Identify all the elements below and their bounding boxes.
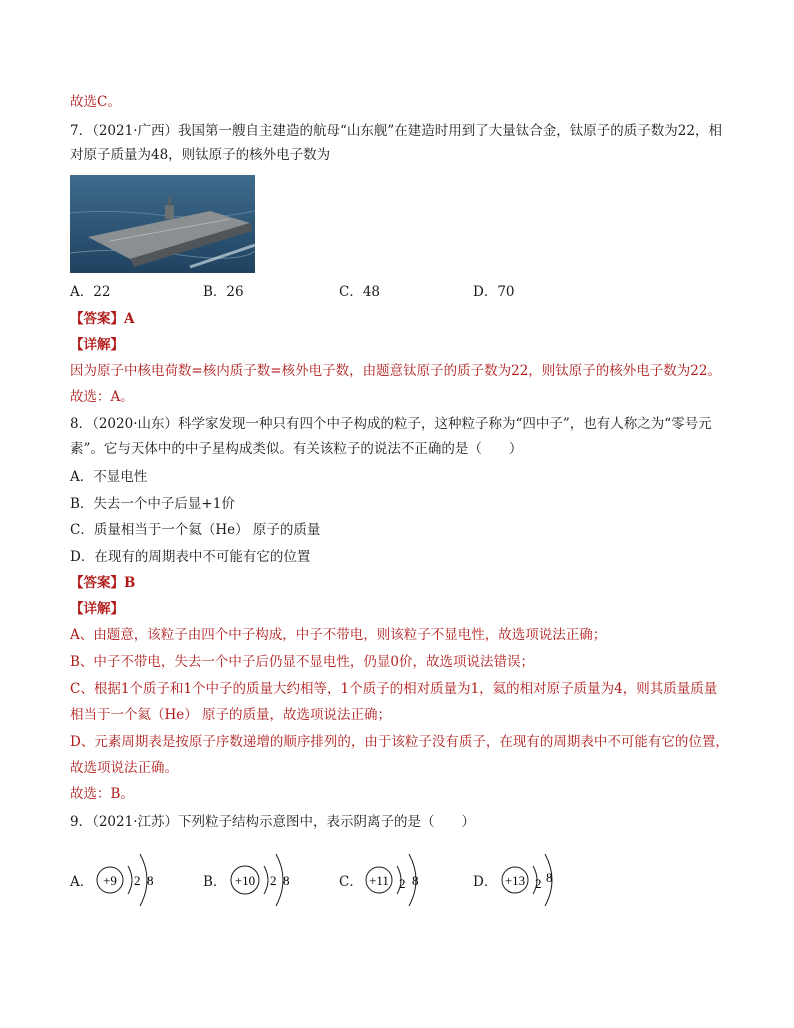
q9-b-nucleus: +10: [234, 873, 256, 888]
q8-conclusion: 故选：B。: [70, 786, 134, 802]
q9-d-nucleus: +13: [504, 873, 526, 888]
q9-c-nucleus: +11: [369, 873, 389, 888]
q9-option-d-label: D．: [473, 874, 498, 890]
q9-option-a-diagram: [70, 848, 180, 912]
q9-a-nucleus: +9: [103, 873, 117, 888]
q9-option-d-diagram: [473, 848, 583, 912]
q9-b-shell1: 2: [270, 873, 277, 888]
q7-detail-heading: 【详解】: [70, 337, 124, 353]
q8-text-line2: 素”。它与天体中的中子星构成类似。有关该粒子的说法不正确的是（ ）: [70, 441, 523, 457]
q8-option-c: C．质量相当于一个氦（He） 原子的质量: [70, 522, 321, 538]
q7-text-line1: 7．（2021·广西）我国第一艘自主建造的航母“山东舰”在建造时用到了大量钛合金，钛原子的质子数为22，相: [70, 123, 722, 139]
q9-text-line1: 9．（2021·江苏）下列粒子结构示意图中，表示阴离子的是（ ）: [70, 814, 475, 830]
q6-conclusion: 故选C。: [70, 94, 121, 110]
q8-detail-line4: 相当于一个氦（He） 原子的质量，故选项说法正确；: [70, 707, 392, 723]
q8-detail-heading: 【详解】: [70, 601, 124, 617]
q9-a-shell1: 2: [134, 873, 141, 888]
q9-c-shell2: 8: [412, 873, 419, 888]
q8-option-d: D．在现有的周期表中不可能有它的位置: [70, 549, 311, 565]
q7-option-b: B．26: [203, 284, 244, 300]
q8-option-a: A．不显电性: [70, 469, 148, 485]
q9-c-shell1: 2: [399, 876, 406, 891]
q7-conclusion: 故选：A。: [70, 389, 134, 405]
q7-text-line2: 对原子质量为48，则钛原子的核外电子数为: [70, 147, 331, 163]
q9-option-c-diagram: [339, 848, 449, 912]
q7-option-d: D．70: [473, 284, 515, 300]
q9-d-shell2: 8: [546, 870, 553, 885]
q8-detail-line1: A、由题意，该粒子由四个中子构成，中子不带电，则该粒子不显电性，故选项说法正确；: [70, 627, 607, 643]
q9-option-c-label: C．: [339, 874, 363, 890]
q9-d-shell1: 2: [535, 876, 542, 891]
q9-a-shell2: 8: [147, 873, 154, 888]
q8-answer: 【答案】B: [70, 575, 136, 591]
q8-detail-line3: C、根据1个质子和1个中子的质量大约相等，1个质子的相对质量为1，氦的相对原子质量为4，则其质量质量: [70, 681, 718, 697]
q7-detail-line1: 因为原子中核电荷数=核内质子数=核外电子数，由题意钛原子的质子数为22，则钛原子的核外电子数为22。: [70, 363, 721, 379]
q7-option-c: C．48: [339, 284, 381, 300]
q8-detail-line5: D、元素周期表是按原子序数递增的顺序排列的，由于该粒子没有质子，在现有的周期表中不可能有它的位置，: [70, 734, 729, 750]
q8-detail-line6: 故选项说法正确。: [70, 760, 178, 776]
q9-option-b-diagram: [203, 848, 313, 912]
q8-text-line1: 8．（2020·山东）科学家发现一种只有四个中子构成的粒子，这种粒子称为“四中子”，也有人称之为“零号元: [70, 416, 712, 432]
q8-option-b: B．失去一个中子后显+1价: [70, 496, 235, 512]
q7-option-a: A．22: [70, 284, 111, 300]
q9-b-shell2: 8: [283, 873, 290, 888]
q9-option-b-label: B．: [203, 874, 227, 890]
q9-option-a-label: A．: [70, 874, 94, 890]
q7-answer: 【答案】A: [70, 311, 135, 327]
q8-detail-line2: B、中子不带电，失去一个中子后仍显不显电性，仍显0价，故选项说法错误；: [70, 654, 535, 670]
aircraft-carrier-photo: [70, 175, 255, 273]
